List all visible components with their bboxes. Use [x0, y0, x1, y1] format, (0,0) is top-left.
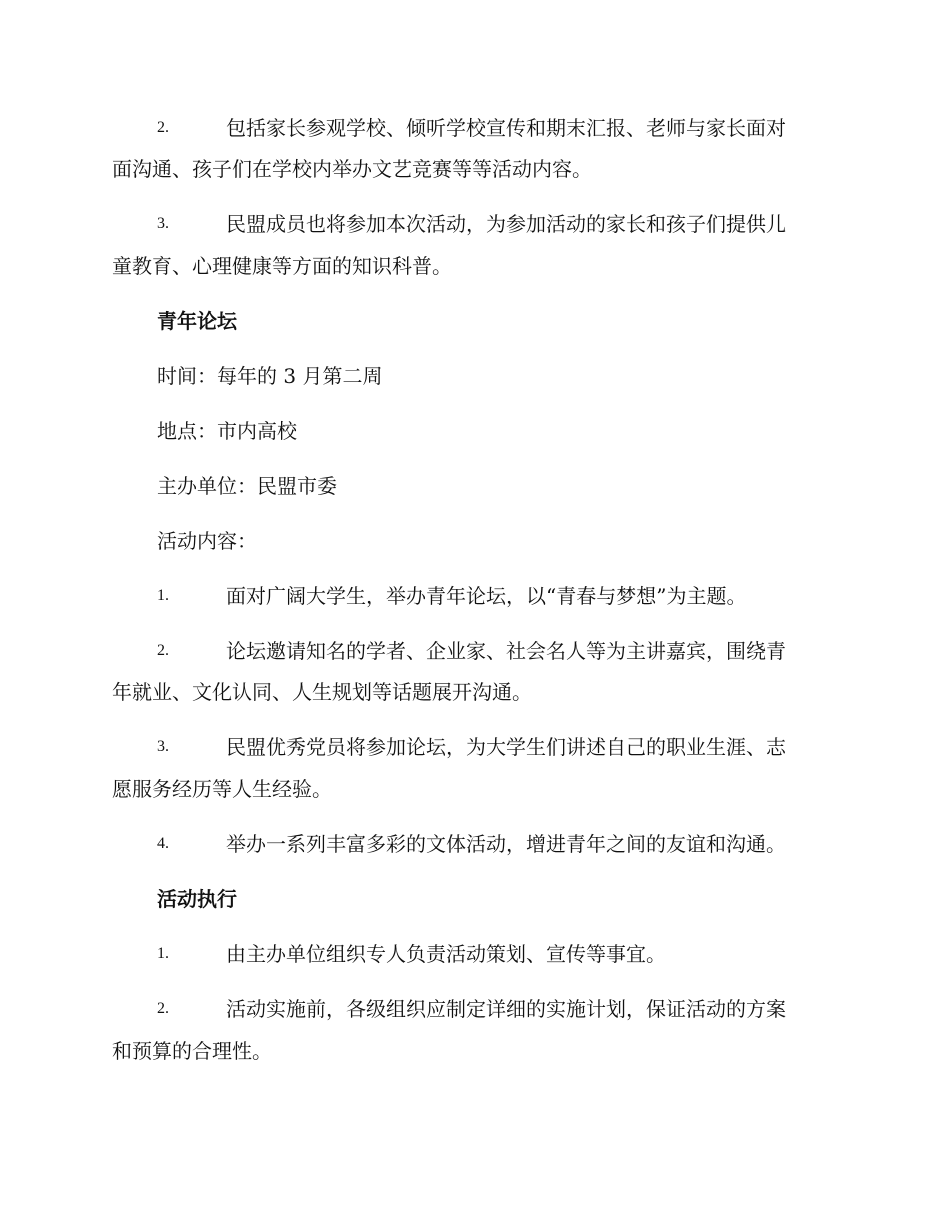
list-number: 3. — [157, 215, 169, 232]
event-organizer: 主办单位：民盟市委 — [157, 474, 337, 498]
list-item-text-continued: 童教育、心理健康等方面的知识科普。 — [112, 254, 452, 278]
list-item-text-continued: 愿服务经历等人生经验。 — [112, 777, 332, 801]
list-number: 3. — [157, 738, 169, 755]
list-number: 4. — [157, 835, 169, 852]
list-item-text: 由主办单位组织专人负责活动策划、宣传等事宜。 — [226, 942, 666, 966]
list-item-text-continued: 和预算的合理性。 — [112, 1039, 272, 1063]
list-item-text: 活动实施前，各级组织应制定详细的实施计划，保证活动的方案 — [226, 997, 786, 1021]
list-item-text: 包括家长参观学校、倾听学校宣传和期末汇报、老师与家长面对 — [226, 116, 786, 140]
list-item-text-continued: 年就业、文化认同、人生规划等话题展开沟通。 — [112, 680, 532, 704]
event-time: 时间：每年的 3 月第二周 — [157, 364, 383, 388]
list-item-text: 论坛邀请知名的学者、企业家、社会名人等为主讲嘉宾，围绕青 — [226, 639, 786, 663]
event-location: 地点：市内高校 — [157, 419, 297, 443]
list-number: 1. — [157, 945, 169, 962]
list-item-text-continued: 面沟通、孩子们在学校内举办文艺竞赛等等活动内容。 — [112, 157, 592, 181]
section-heading: 青年论坛 — [157, 309, 237, 333]
list-item-text: 举办一系列丰富多彩的文体活动，增进青年之间的友谊和沟通。 — [226, 832, 786, 856]
list-item-text: 民盟成员也将参加本次活动，为参加活动的家长和孩子们提供儿 — [226, 212, 786, 236]
list-number: 2. — [157, 1000, 169, 1017]
content-label: 活动内容： — [157, 529, 257, 553]
section-heading: 活动执行 — [157, 887, 237, 911]
list-item-text: 民盟优秀党员将参加论坛，为大学生们讲述自己的职业生涯、志 — [226, 735, 786, 759]
list-number: 2. — [157, 119, 169, 136]
list-item-text: 面对广阔大学生，举办青年论坛，以“青春与梦想”为主题。 — [226, 584, 747, 608]
list-number: 2. — [157, 642, 169, 659]
list-number: 1. — [157, 587, 169, 604]
